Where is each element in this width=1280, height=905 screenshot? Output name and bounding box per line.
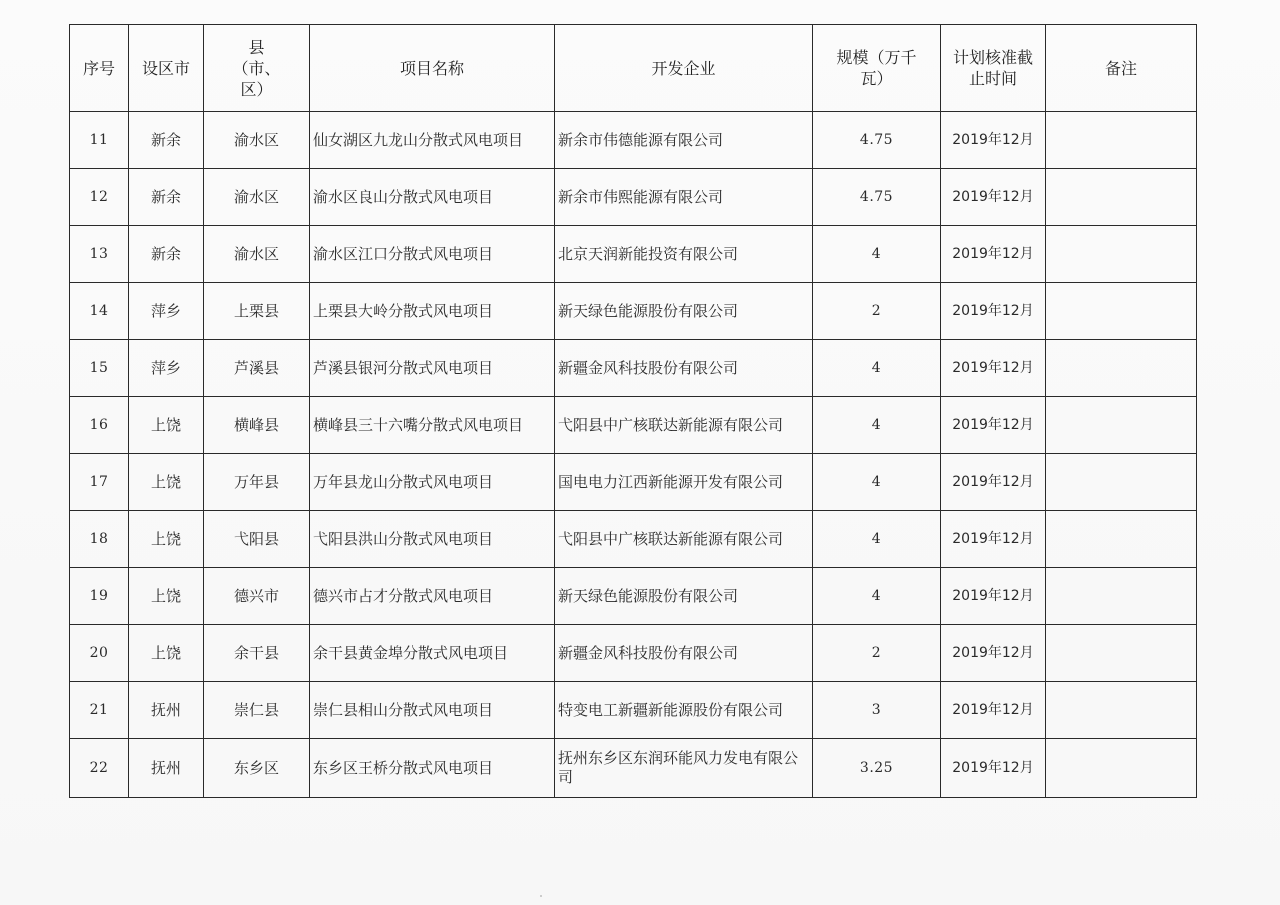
cell-project: 万年县龙山分散式风电项目 — [310, 454, 555, 511]
cell-county: 渝水区 — [204, 112, 310, 169]
cell-project: 弋阳县洪山分散式风电项目 — [310, 511, 555, 568]
cell-project: 渝水区江口分散式风电项目 — [310, 226, 555, 283]
table-row — [70, 568, 1197, 625]
cell-remark — [1046, 511, 1197, 568]
cell-project: 东乡区王桥分散式风电项目 — [310, 739, 555, 798]
cell-city: 上饶 — [129, 454, 204, 511]
cell-project: 仙女湖区九龙山分散式风电项目 — [310, 112, 555, 169]
cell-seq: 21 — [70, 682, 129, 739]
table-row — [70, 169, 1197, 226]
cell-city: 抚州 — [129, 682, 204, 739]
cell-deadline: 2019年12月 — [941, 454, 1046, 511]
cell-city: 上饶 — [129, 511, 204, 568]
cell-deadline: 2019年12月 — [941, 169, 1046, 226]
cell-scale: 4 — [813, 226, 941, 283]
cell-scale: 4 — [813, 454, 941, 511]
cell-deadline: 2019年12月 — [941, 112, 1046, 169]
header-county: 县（市、区） — [204, 25, 310, 112]
cell-scale: 4.75 — [813, 169, 941, 226]
cell-scale: 4 — [813, 397, 941, 454]
cell-project: 横峰县三十六嘴分散式风电项目 — [310, 397, 555, 454]
cell-project: 渝水区良山分散式风电项目 — [310, 169, 555, 226]
cell-seq: 11 — [70, 112, 129, 169]
cell-county: 东乡区 — [204, 739, 310, 798]
cell-company: 新疆金风科技股份有限公司 — [555, 340, 813, 397]
cell-project: 上栗县大岭分散式风电项目 — [310, 283, 555, 340]
header-project: 项目名称 — [310, 25, 555, 112]
table-header — [70, 25, 1197, 112]
cell-county: 渝水区 — [204, 226, 310, 283]
cell-county: 渝水区 — [204, 169, 310, 226]
cell-seq: 13 — [70, 226, 129, 283]
cell-company: 国电电力江西新能源开发有限公司 — [555, 454, 813, 511]
cell-seq: 19 — [70, 568, 129, 625]
cell-remark — [1046, 568, 1197, 625]
table-row — [70, 283, 1197, 340]
cell-county: 弋阳县 — [204, 511, 310, 568]
cell-deadline: 2019年12月 — [941, 340, 1046, 397]
cell-deadline: 2019年12月 — [941, 511, 1046, 568]
cell-remark — [1046, 169, 1197, 226]
cell-city: 上饶 — [129, 568, 204, 625]
cell-company: 新余市伟熙能源有限公司 — [555, 169, 813, 226]
cell-city: 抚州 — [129, 739, 204, 798]
cell-deadline: 2019年12月 — [941, 739, 1046, 798]
wind-project-table — [69, 24, 1197, 798]
cell-project: 芦溪县银河分散式风电项目 — [310, 340, 555, 397]
table-row — [70, 112, 1197, 169]
cell-seq: 12 — [70, 169, 129, 226]
cell-scale: 4 — [813, 511, 941, 568]
cell-company: 新天绿色能源股份有限公司 — [555, 568, 813, 625]
table-body — [70, 112, 1197, 798]
cell-county: 横峰县 — [204, 397, 310, 454]
cell-city: 新余 — [129, 112, 204, 169]
table-row — [70, 226, 1197, 283]
cell-scale: 4 — [813, 568, 941, 625]
cell-project: 余干县黄金埠分散式风电项目 — [310, 625, 555, 682]
cell-company: 新余市伟德能源有限公司 — [555, 112, 813, 169]
cell-deadline: 2019年12月 — [941, 568, 1046, 625]
header-city: 设区市 — [129, 25, 204, 112]
cell-remark — [1046, 625, 1197, 682]
cell-county: 余干县 — [204, 625, 310, 682]
cell-seq: 17 — [70, 454, 129, 511]
cell-seq: 16 — [70, 397, 129, 454]
table-row — [70, 340, 1197, 397]
cell-city: 上饶 — [129, 397, 204, 454]
cell-deadline: 2019年12月 — [941, 682, 1046, 739]
cell-deadline: 2019年12月 — [941, 397, 1046, 454]
header-seq: 序号 — [70, 25, 129, 112]
cell-company: 新天绿色能源股份有限公司 — [555, 283, 813, 340]
cell-remark — [1046, 682, 1197, 739]
cell-scale: 3.25 — [813, 739, 941, 798]
table-row — [70, 625, 1197, 682]
cell-remark — [1046, 454, 1197, 511]
cell-remark — [1046, 739, 1197, 798]
cell-city: 萍乡 — [129, 283, 204, 340]
cell-county: 崇仁县 — [204, 682, 310, 739]
cell-company: 新疆金风科技股份有限公司 — [555, 625, 813, 682]
cell-city: 萍乡 — [129, 340, 204, 397]
table-row — [70, 739, 1197, 798]
header-company: 开发企业 — [555, 25, 813, 112]
header-row — [70, 25, 1197, 112]
cell-company: 特变电工新疆新能源股份有限公司 — [555, 682, 813, 739]
cell-scale: 4.75 — [813, 112, 941, 169]
cell-seq: 20 — [70, 625, 129, 682]
cell-scale: 2 — [813, 625, 941, 682]
header-deadline: 计划核准截止时间 — [941, 25, 1046, 112]
cell-seq: 18 — [70, 511, 129, 568]
cell-company: 弋阳县中广核联达新能源有限公司 — [555, 397, 813, 454]
scan-speck — [540, 895, 542, 897]
cell-county: 万年县 — [204, 454, 310, 511]
cell-remark — [1046, 112, 1197, 169]
table-row — [70, 454, 1197, 511]
cell-city: 新余 — [129, 169, 204, 226]
cell-remark — [1046, 340, 1197, 397]
cell-project: 崇仁县相山分散式风电项目 — [310, 682, 555, 739]
cell-remark — [1046, 397, 1197, 454]
cell-seq: 22 — [70, 739, 129, 798]
header-remark: 备注 — [1046, 25, 1197, 112]
cell-scale: 2 — [813, 283, 941, 340]
cell-city: 新余 — [129, 226, 204, 283]
table-row — [70, 397, 1197, 454]
cell-deadline: 2019年12月 — [941, 625, 1046, 682]
cell-scale: 4 — [813, 340, 941, 397]
cell-city: 上饶 — [129, 625, 204, 682]
cell-remark — [1046, 283, 1197, 340]
cell-company: 北京天润新能投资有限公司 — [555, 226, 813, 283]
cell-project: 德兴市占才分散式风电项目 — [310, 568, 555, 625]
cell-seq: 14 — [70, 283, 129, 340]
table-row — [70, 682, 1197, 739]
cell-county: 芦溪县 — [204, 340, 310, 397]
cell-deadline: 2019年12月 — [941, 283, 1046, 340]
cell-county: 德兴市 — [204, 568, 310, 625]
cell-deadline: 2019年12月 — [941, 226, 1046, 283]
cell-county: 上栗县 — [204, 283, 310, 340]
table-row — [70, 511, 1197, 568]
cell-seq: 15 — [70, 340, 129, 397]
cell-scale: 3 — [813, 682, 941, 739]
cell-company: 弋阳县中广核联达新能源有限公司 — [555, 511, 813, 568]
cell-company: 抚州东乡区东润环能风力发电有限公司 — [555, 739, 813, 798]
header-scale: 规模（万千瓦） — [813, 25, 941, 112]
cell-remark — [1046, 226, 1197, 283]
